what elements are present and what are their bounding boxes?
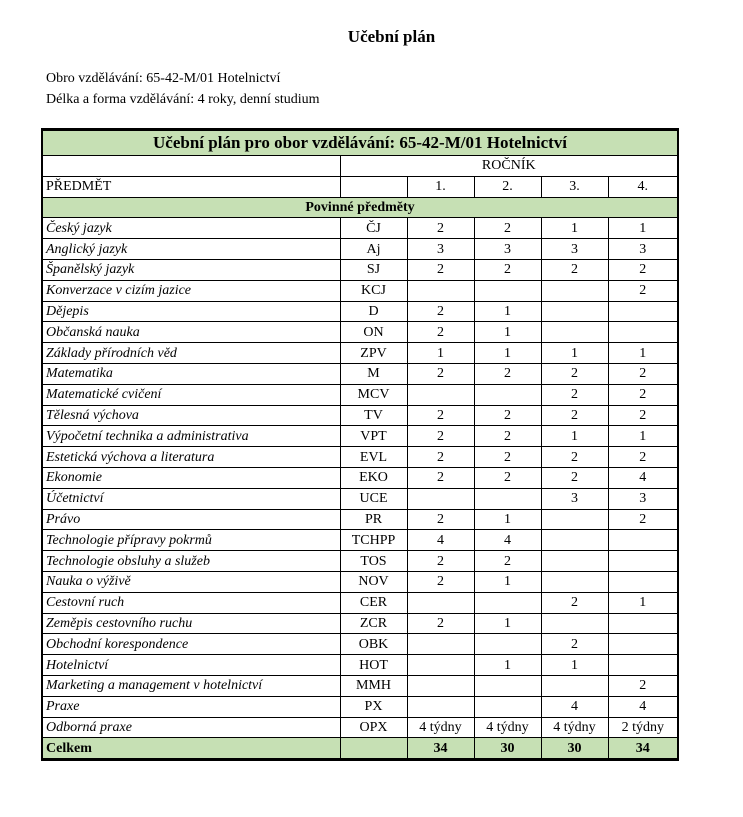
hours-cell [407,696,474,717]
subject-name: Hotelnictví [42,655,340,676]
hours-cell: 2 [407,259,474,280]
total-label: Celkem [42,738,340,760]
table-row [42,634,678,655]
blank-cell [340,738,407,760]
subject-abbr: M [340,363,407,384]
subject-abbr: PR [340,509,407,530]
subject-abbr: Aj [340,239,407,260]
blank-cell [42,156,340,177]
hours-cell: 1 [541,218,608,239]
hours-cell: 2 [474,426,541,447]
table-row [42,571,678,592]
curriculum-table [41,128,679,761]
hours-cell: 1 [608,426,678,447]
hours-cell [474,634,541,655]
hours-cell: 2 [407,571,474,592]
table-row [42,280,678,301]
hours-cell: 1 [608,218,678,239]
hours-cell: 2 [407,613,474,634]
hours-cell: 2 [407,405,474,426]
hours-cell: 2 [474,259,541,280]
total-cell: 34 [608,738,678,760]
subject-abbr: ČJ [340,218,407,239]
hours-cell: 2 [608,384,678,405]
subject-name: Ekonomie [42,467,340,488]
hours-cell: 2 [474,551,541,572]
hours-cell: 4 [608,467,678,488]
hours-cell: 1 [474,509,541,530]
hours-cell: 2 [474,447,541,468]
subject-name: Anglický jazyk [42,239,340,260]
table-row [42,259,678,280]
hours-cell: 3 [474,239,541,260]
hours-cell [608,613,678,634]
subject-abbr: UCE [340,488,407,509]
hours-cell [474,675,541,696]
subject-abbr: ZPV [340,343,407,364]
subject-abbr: TCHPP [340,530,407,551]
field-of-study-line: Obro vzdělávání: 65-42-M/01 Hotelnictví [46,71,281,86]
hours-cell: 2 [407,509,474,530]
hours-cell [474,696,541,717]
hours-cell: 2 [608,509,678,530]
hours-cell: 3 [541,239,608,260]
year-header: 3. [541,176,608,197]
subject-abbr: PX [340,696,407,717]
hours-cell [407,384,474,405]
hours-cell: 1 [474,613,541,634]
total-row [42,738,678,760]
hours-cell: 2 [407,218,474,239]
subject-abbr: EKO [340,467,407,488]
subject-abbr: NOV [340,571,407,592]
table-row [42,717,678,738]
subject-name: Obchodní korespondence [42,634,340,655]
subject-abbr: KCJ [340,280,407,301]
page-title: Učební plán [347,27,436,46]
table-row [42,696,678,717]
hours-cell [407,488,474,509]
table-row [42,343,678,364]
hours-cell [541,675,608,696]
hours-cell: 1 [474,322,541,343]
subject-name: Tělesná výchova [42,405,340,426]
year-header: 4. [608,176,678,197]
hours-cell: 2 [407,426,474,447]
hours-cell: 4 [407,530,474,551]
section-header: Povinné předměty [42,197,678,218]
hours-cell: 4 [541,696,608,717]
hours-cell: 3 [407,239,474,260]
hours-cell: 3 [541,488,608,509]
hours-cell: 1 [541,655,608,676]
hours-cell [407,634,474,655]
total-cell: 30 [474,738,541,760]
hours-cell: 2 [541,259,608,280]
table-row [42,301,678,322]
hours-cell: 1 [608,592,678,613]
duration-line: Délka a forma vzdělávání: 4 roky, denní studium [46,92,320,107]
subject-abbr: MCV [340,384,407,405]
hours-cell: 1 [407,343,474,364]
hours-cell [407,280,474,301]
table-row [42,613,678,634]
hours-cell: 1 [608,343,678,364]
subject-abbr: HOT [340,655,407,676]
subject-abbr: ON [340,322,407,343]
hours-cell: 1 [474,655,541,676]
subject-name: Základy přírodních věd [42,343,340,364]
subject-abbr: EVL [340,447,407,468]
hours-cell: 4 [474,530,541,551]
hours-cell [608,530,678,551]
table-row [42,488,678,509]
hours-cell [541,509,608,530]
subject-name: Právo [42,509,340,530]
hours-cell: 2 [608,405,678,426]
hours-cell [608,551,678,572]
hours-cell: 1 [474,343,541,364]
table-row [42,655,678,676]
hours-cell: 3 [608,488,678,509]
table-row [42,467,678,488]
hours-cell [541,301,608,322]
hours-cell: 2 [541,467,608,488]
hours-cell: 4 týdny [474,717,541,738]
subject-name: Konverzace v cizím jazice [42,280,340,301]
hours-cell: 2 [608,259,678,280]
hours-cell: 4 týdny [407,717,474,738]
table-row [42,447,678,468]
subject-name: Výpočetní technika a administrativa [42,426,340,447]
hours-cell [541,613,608,634]
subject-abbr: D [340,301,407,322]
hours-cell: 2 [541,384,608,405]
hours-cell: 2 [608,675,678,696]
hours-cell: 2 [474,467,541,488]
hours-cell [474,488,541,509]
subject-name: Cestovní ruch [42,592,340,613]
hours-cell: 4 týdny [541,717,608,738]
table-row [42,530,678,551]
subject-column-header: PŘEDMĚT [42,176,340,197]
subject-abbr: MMH [340,675,407,696]
table-row [42,551,678,572]
hours-cell: 1 [474,571,541,592]
subject-name: Odborná praxe [42,717,340,738]
hours-cell [541,280,608,301]
year-header: 1. [407,176,474,197]
table-row [42,509,678,530]
hours-cell [608,322,678,343]
subject-name: Matematika [42,363,340,384]
subject-abbr: CER [340,592,407,613]
subject-abbr: VPT [340,426,407,447]
subject-abbr: SJ [340,259,407,280]
hours-cell: 2 [541,363,608,384]
hours-cell [407,592,474,613]
total-cell: 30 [541,738,608,760]
year-header: 2. [474,176,541,197]
subject-name: Španělský jazyk [42,259,340,280]
subject-name: Nauka o výživě [42,571,340,592]
subject-abbr: ZCR [340,613,407,634]
subject-name: Technologie obsluhy a služeb [42,551,340,572]
table-row [42,426,678,447]
hours-cell: 2 [541,634,608,655]
hours-cell [407,655,474,676]
hours-cell: 2 [407,467,474,488]
subject-abbr: OBK [340,634,407,655]
subject-abbr: TV [340,405,407,426]
hours-cell: 2 [608,280,678,301]
subject-name: Marketing a management v hotelnictví [42,675,340,696]
total-cell: 34 [407,738,474,760]
subject-name: Občanská nauka [42,322,340,343]
hours-cell: 2 [474,405,541,426]
hours-cell: 2 [474,363,541,384]
subject-name: Matematické cvičení [42,384,340,405]
blank-cell [340,176,407,197]
hours-cell: 4 [608,696,678,717]
hours-cell [541,530,608,551]
hours-cell [474,592,541,613]
subject-abbr: TOS [340,551,407,572]
table-header: Učební plán pro obor vzdělávání: 65-42-M/01 Hotelnictví [42,130,678,156]
subject-name: Český jazyk [42,218,340,239]
subject-name: Účetnictví [42,488,340,509]
hours-cell [541,571,608,592]
hours-cell: 2 [407,551,474,572]
hours-cell: 1 [541,343,608,364]
subject-name: Dějepis [42,301,340,322]
hours-cell [407,675,474,696]
table-row [42,384,678,405]
hours-cell: 2 týdny [608,717,678,738]
table-row [42,592,678,613]
hours-cell [474,280,541,301]
hours-cell [608,634,678,655]
subject-abbr: OPX [340,717,407,738]
subject-name: Praxe [42,696,340,717]
hours-cell: 3 [608,239,678,260]
hours-cell: 1 [541,426,608,447]
hours-cell: 2 [407,447,474,468]
hours-cell: 2 [608,363,678,384]
hours-cell [608,571,678,592]
subject-name: Technologie přípravy pokrmů [42,530,340,551]
hours-cell: 2 [407,301,474,322]
subject-name: Estetická výchova a literatura [42,447,340,468]
hours-cell: 2 [474,218,541,239]
hours-cell: 2 [608,447,678,468]
hours-cell: 2 [407,363,474,384]
table-row [42,239,678,260]
hours-cell: 1 [474,301,541,322]
table-row [42,218,678,239]
hours-cell [608,301,678,322]
hours-cell: 2 [541,447,608,468]
hours-cell [541,551,608,572]
hours-cell: 2 [541,405,608,426]
hours-cell: 2 [541,592,608,613]
hours-cell [474,384,541,405]
rocnik-header: ROČNÍK [340,156,678,177]
hours-cell: 2 [407,322,474,343]
table-row [42,675,678,696]
table-row [42,322,678,343]
table-row [42,405,678,426]
table-row [42,363,678,384]
subject-name: Zeměpis cestovního ruchu [42,613,340,634]
hours-cell [608,655,678,676]
hours-cell [541,322,608,343]
